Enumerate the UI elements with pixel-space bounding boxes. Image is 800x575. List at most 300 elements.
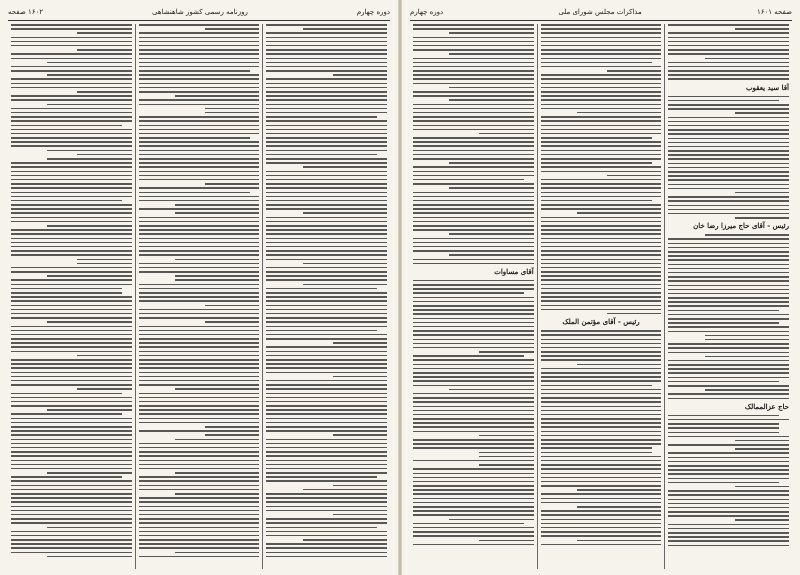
- text-line: [541, 443, 662, 445]
- text-line: [413, 305, 534, 307]
- text-line: [11, 376, 132, 378]
- text-line: [139, 187, 260, 189]
- left-page-columns: [8, 24, 390, 569]
- text-line: [11, 58, 132, 60]
- text-line: [413, 527, 534, 529]
- text-line: [449, 254, 533, 256]
- text-line: [266, 70, 387, 72]
- left-col-3: [8, 24, 135, 569]
- text-line: [413, 473, 534, 475]
- text-line: [413, 141, 534, 143]
- text-line: [668, 129, 789, 131]
- text-line: [413, 70, 534, 72]
- text-line: [139, 70, 250, 72]
- text-line: [413, 74, 534, 76]
- text-line: [266, 108, 387, 110]
- text-line: [139, 409, 260, 411]
- text-line: [77, 263, 131, 265]
- text-line: [11, 514, 132, 516]
- text-line: [11, 296, 132, 298]
- text-line: [11, 183, 132, 185]
- text-line: [205, 321, 259, 323]
- text-line: [705, 356, 789, 358]
- text-line: [266, 133, 387, 135]
- text-line: [541, 300, 662, 302]
- text-line: [668, 293, 789, 295]
- text-line: [266, 443, 387, 445]
- text-line: [413, 318, 534, 320]
- text-line: [541, 351, 662, 353]
- text-line: [77, 91, 131, 93]
- text-line: [668, 331, 789, 333]
- text-line: [541, 233, 662, 235]
- text-line: [607, 313, 661, 315]
- text-line: [11, 179, 132, 181]
- text-line: [266, 531, 387, 533]
- text-line: [205, 305, 259, 307]
- text-line: [266, 460, 387, 462]
- text-line: [668, 104, 789, 106]
- text-line: [11, 506, 132, 508]
- text-line: [413, 330, 534, 332]
- text-line: [541, 406, 662, 408]
- text-line: [333, 434, 387, 436]
- text-line: [413, 217, 534, 219]
- text-line: [541, 37, 662, 39]
- text-line: [413, 175, 534, 177]
- text-line: [139, 37, 260, 39]
- text-line: [577, 489, 661, 491]
- text-line: [139, 171, 260, 173]
- text-line: [11, 393, 122, 395]
- text-line: [541, 104, 662, 106]
- text-line: [541, 24, 662, 26]
- text-line: [413, 204, 534, 206]
- text-line: [668, 255, 789, 257]
- text-line: [77, 154, 131, 156]
- text-line: [266, 158, 387, 160]
- text-line: [668, 352, 789, 354]
- text-line: [205, 108, 259, 110]
- text-line: [668, 62, 789, 64]
- text-line: [541, 158, 662, 160]
- text-line: [266, 476, 377, 478]
- text-line: [139, 225, 260, 227]
- text-line: [541, 162, 652, 164]
- text-line: [266, 53, 387, 55]
- text-line: [139, 547, 260, 549]
- text-line: [11, 254, 132, 256]
- text-line: [139, 468, 260, 470]
- text-line: [413, 443, 534, 445]
- text-line: [266, 187, 387, 189]
- text-line: [139, 485, 260, 487]
- text-line: [139, 422, 260, 424]
- text-line: [266, 183, 387, 185]
- text-line: [139, 288, 260, 290]
- text-line: [413, 385, 534, 387]
- text-line: [577, 212, 661, 214]
- text-line: [668, 310, 779, 312]
- text-line: [668, 432, 779, 434]
- text-line: [11, 317, 132, 319]
- text-line: [266, 179, 387, 181]
- text-line: [413, 531, 534, 533]
- text-line: [11, 451, 132, 453]
- text-line: [413, 334, 534, 336]
- text-line: [541, 263, 662, 265]
- text-line: [541, 431, 662, 433]
- text-line: [668, 158, 789, 160]
- text-line: [266, 439, 387, 441]
- text-line: [139, 296, 260, 298]
- text-line: [139, 99, 260, 101]
- text-line: [11, 116, 132, 118]
- text-line: [266, 522, 387, 524]
- text-line: [413, 129, 534, 131]
- text-line: [541, 99, 662, 101]
- text-line: [413, 343, 534, 345]
- text-line: [11, 166, 132, 168]
- text-line: [175, 204, 259, 206]
- text-line: [413, 502, 534, 504]
- text-line: [139, 372, 260, 374]
- text-line: [735, 217, 789, 219]
- text-line: [266, 468, 387, 470]
- text-line: [668, 251, 789, 253]
- text-line: [139, 543, 260, 545]
- text-line: [541, 49, 662, 51]
- text-line: [139, 41, 260, 43]
- text-line: [413, 301, 534, 303]
- text-line: [413, 28, 534, 30]
- text-line: [11, 292, 122, 294]
- text-line: [668, 301, 789, 303]
- text-line: [11, 359, 132, 361]
- text-line: [668, 175, 789, 177]
- text-line: [139, 476, 260, 478]
- text-line: [541, 196, 662, 198]
- text-line: [668, 372, 789, 374]
- text-line: [668, 377, 789, 379]
- text-line: [668, 171, 789, 173]
- text-line: [266, 388, 387, 390]
- text-line: [735, 440, 789, 442]
- text-line: [11, 405, 132, 407]
- text-line: [77, 355, 131, 357]
- text-line: [11, 418, 132, 420]
- text-line: [266, 24, 387, 26]
- text-line: [266, 405, 387, 407]
- text-line: [413, 339, 534, 341]
- text-line: [11, 397, 132, 399]
- text-line: [668, 138, 789, 140]
- text-line: [541, 108, 662, 110]
- text-line: [541, 460, 662, 462]
- text-line: [266, 204, 387, 206]
- text-line: [541, 58, 662, 60]
- text-line: [668, 205, 789, 207]
- text-line: [668, 515, 789, 517]
- text-line: [139, 58, 260, 60]
- text-line: [11, 221, 132, 223]
- text-line: [11, 401, 132, 403]
- text-line: [541, 305, 662, 307]
- text-line: [541, 456, 662, 458]
- text-line: [541, 267, 662, 269]
- text-line: [413, 145, 534, 147]
- text-line: [139, 363, 260, 365]
- text-line: [266, 367, 387, 369]
- text-line: [11, 351, 132, 353]
- text-line: [541, 187, 662, 189]
- text-line: [449, 187, 533, 189]
- text-line: [139, 430, 260, 432]
- text-line: [449, 87, 533, 89]
- subhead-rais: رئیس - آقای حاج میرزا رضا خان: [693, 221, 789, 231]
- right-page-columns: [410, 24, 792, 569]
- text-line: [175, 259, 259, 261]
- text-line: [449, 389, 533, 391]
- text-line: [413, 326, 534, 328]
- text-line: [541, 292, 662, 294]
- text-line: [11, 28, 132, 30]
- text-line: [266, 380, 387, 382]
- text-line: [266, 359, 387, 361]
- text-line: [139, 313, 260, 315]
- text-line: [266, 196, 387, 198]
- text-line: [139, 208, 260, 210]
- text-line: [11, 543, 132, 545]
- text-line: [266, 426, 387, 428]
- text-line: [541, 53, 662, 55]
- text-line: [11, 229, 132, 231]
- text-line: [266, 221, 387, 223]
- text-line: [668, 49, 789, 51]
- text-line: [413, 355, 524, 357]
- left-issue-label: دوره چهارم: [356, 8, 390, 16]
- text-line: [668, 314, 789, 316]
- text-line: [266, 401, 387, 403]
- text-line: [413, 58, 534, 60]
- text-line: [413, 477, 534, 479]
- text-line: [413, 422, 534, 424]
- text-line: [668, 503, 789, 505]
- text-line: [413, 506, 534, 508]
- text-line: [11, 372, 132, 374]
- text-line: [266, 267, 387, 269]
- text-line: [541, 166, 662, 168]
- text-line: [139, 518, 260, 520]
- right-col-2: [537, 24, 665, 569]
- text-line: [11, 413, 122, 415]
- text-line: [541, 238, 662, 240]
- text-line: [11, 305, 132, 307]
- text-line: [303, 284, 387, 286]
- text-line: [11, 196, 132, 198]
- text-line: [47, 62, 131, 64]
- text-line: [139, 242, 260, 244]
- text-line: [668, 499, 789, 501]
- text-line: [541, 368, 662, 370]
- text-line: [139, 24, 260, 26]
- text-line: [541, 120, 662, 122]
- text-line: [266, 192, 387, 194]
- text-line: [11, 137, 132, 139]
- text-line: [413, 37, 534, 39]
- text-line: [668, 326, 789, 328]
- text-line: [541, 330, 662, 332]
- text-line: [541, 116, 662, 118]
- text-line: [541, 66, 662, 68]
- text-line: [413, 418, 534, 420]
- text-line: [266, 518, 387, 520]
- text-line: [77, 259, 131, 261]
- text-line: [668, 264, 789, 266]
- text-line: [413, 45, 534, 47]
- text-line: [11, 145, 132, 147]
- text-line: [11, 522, 132, 524]
- text-line: [11, 497, 132, 499]
- text-line: [413, 393, 534, 395]
- text-line: [266, 510, 387, 512]
- text-line: [266, 351, 387, 353]
- text-line: [413, 313, 534, 315]
- text-line: [413, 468, 534, 470]
- text-line: [139, 342, 260, 344]
- text-line: [139, 384, 260, 386]
- text-line: [668, 179, 789, 181]
- text-line: [541, 129, 662, 131]
- text-line: [449, 233, 533, 235]
- text-line: [11, 552, 132, 554]
- left-page-header: [8, 6, 390, 21]
- text-line: [139, 405, 260, 407]
- text-line: [413, 280, 534, 282]
- text-line: [668, 415, 779, 417]
- text-line: [413, 212, 534, 214]
- text-line: [47, 527, 131, 529]
- text-line: [449, 162, 533, 164]
- text-line: [139, 393, 260, 395]
- text-line: [668, 398, 789, 400]
- text-line: [413, 493, 534, 495]
- text-line: [668, 196, 789, 198]
- text-line: [413, 171, 534, 173]
- text-line: [668, 368, 789, 370]
- text-line: [47, 472, 131, 474]
- text-line: [413, 95, 534, 97]
- text-line: [11, 175, 132, 177]
- text-line: [668, 96, 789, 98]
- text-line: [541, 447, 652, 449]
- text-line: [333, 514, 387, 516]
- text-line: [266, 464, 387, 466]
- text-line: [266, 363, 387, 365]
- text-line: [11, 501, 132, 503]
- text-line: [266, 217, 387, 219]
- text-line: [266, 154, 377, 156]
- text-line: [449, 53, 533, 55]
- text-line: [668, 125, 789, 127]
- text-line: [11, 279, 132, 281]
- text-line: [668, 461, 789, 463]
- text-line: [668, 545, 789, 547]
- text-line: [139, 451, 260, 453]
- right-col-3: [410, 24, 537, 569]
- text-line: [541, 439, 662, 441]
- text-line: [413, 242, 534, 244]
- text-line: [266, 95, 387, 97]
- text-line: [11, 309, 132, 311]
- text-line: [668, 536, 789, 538]
- text-line: [11, 129, 132, 131]
- text-line: [541, 254, 662, 256]
- text-line: [735, 28, 789, 30]
- text-line: [11, 539, 132, 541]
- text-line: [266, 145, 387, 147]
- text-line: [413, 535, 534, 537]
- text-line: [333, 74, 387, 76]
- text-line: [175, 388, 259, 390]
- text-line: [413, 439, 534, 441]
- text-line: [479, 540, 533, 542]
- text-line: [668, 163, 789, 165]
- text-line: [266, 384, 387, 386]
- text-line: [139, 418, 260, 420]
- text-line: [541, 217, 662, 219]
- subhead-rais-again: رئیس - آقای مؤتمن الملک: [562, 317, 640, 327]
- text-line: [266, 346, 387, 348]
- text-line: [266, 409, 387, 411]
- text-line: [11, 288, 122, 290]
- text-line: [668, 188, 789, 190]
- text-line: [11, 443, 132, 445]
- text-line: [541, 473, 662, 475]
- text-line: [266, 112, 387, 114]
- text-line: [541, 464, 662, 466]
- text-line: [668, 150, 789, 152]
- text-line: [668, 444, 789, 446]
- text-line: [139, 116, 260, 118]
- text-line: [541, 347, 662, 349]
- text-line: [668, 494, 789, 496]
- text-line: [541, 145, 662, 147]
- text-line: [413, 376, 534, 378]
- text-line: [413, 297, 534, 299]
- text-line: [413, 426, 534, 428]
- text-line: [266, 45, 387, 47]
- text-line: [413, 24, 534, 26]
- text-line: [266, 480, 387, 482]
- text-line: [266, 104, 387, 106]
- text-line: [266, 125, 387, 127]
- text-line: [139, 179, 260, 181]
- text-line: [541, 62, 652, 64]
- text-line: [139, 447, 260, 449]
- text-line: [413, 154, 534, 156]
- text-line: [413, 221, 534, 223]
- text-line: [11, 192, 132, 194]
- text-line: [668, 305, 789, 307]
- text-line: [266, 556, 387, 558]
- left-col-1: [262, 24, 390, 569]
- text-line: [266, 78, 387, 80]
- text-line: [11, 284, 132, 286]
- text-line: [139, 522, 260, 524]
- text-line: [705, 335, 789, 337]
- text-line: [541, 452, 652, 454]
